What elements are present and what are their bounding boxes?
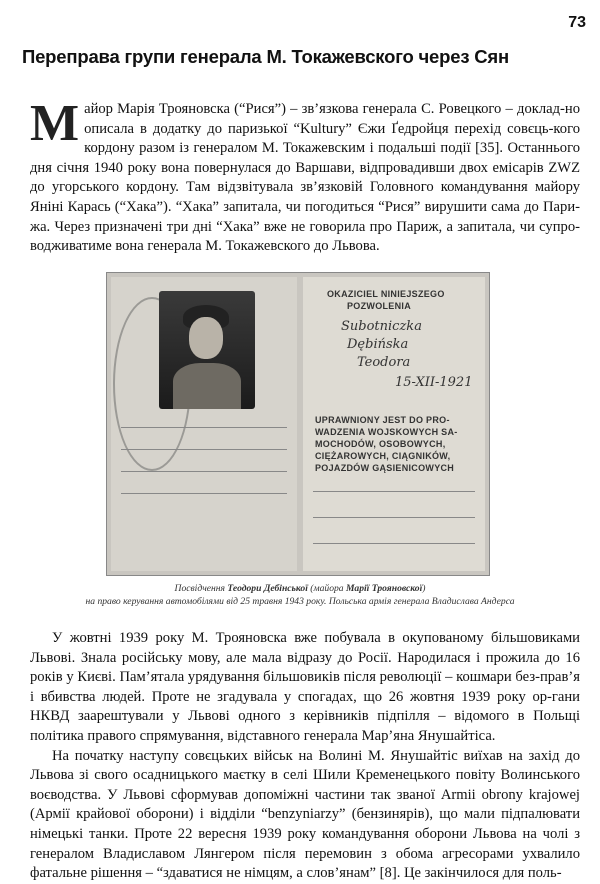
caption-text: Посвідчення: [174, 583, 228, 594]
chapter-title: Переправа групи генерала М. Токажевского через Сян: [22, 46, 509, 67]
line: [313, 491, 475, 492]
document-text: UPRAWNIONY JEST DO PRO-: [315, 415, 450, 425]
document-left-page: [111, 277, 297, 571]
body-paragraph-1: У жовтні 1939 року М. Трояновска вже побувала в окупованому більшовиками Львові. Знала російську мову, але мала відразу до Росії. Народилася і прожила до 16 років у Києві. Пам’ятала урядування більшовиків після революції – кошмари без-прав’я і вбивства людей. Проте не згадувала у спогадах, що 26 жовтня 1939 року ор-гани НКВД заарештували у Львові одного з керівників підпілля – відомого в Польщі політика правого спрямування, відставного генерала Мар’яна Янушайтіса.: [30, 630, 580, 744]
caption-name: Марії Трояновскої: [346, 583, 423, 594]
document-text: WADZENIA WOJSKOWYCH SA-: [315, 427, 458, 437]
caption-text: ): [422, 583, 426, 594]
caption-name: Теодори Дебінської: [227, 583, 308, 594]
caption-line-2: на право керування автомобілями від 25 травня 1943 року. Польська армія генерала Владислава Андерса: [85, 596, 515, 607]
id-document-photo: [106, 272, 490, 576]
document-heading: OKAZICIEL NINIEJSZEGO: [327, 289, 445, 299]
line: [121, 427, 287, 428]
document-right-page: [303, 277, 485, 571]
document-heading: POZWOLENIA: [347, 301, 411, 311]
handwriting: Teodora: [357, 355, 411, 370]
line: [121, 493, 287, 494]
page-number: 73: [568, 14, 586, 31]
portrait-photo: [159, 291, 255, 409]
line: [313, 517, 475, 518]
intro-text: айор Марія Трояновска (“Рися”) – зв’язкова генерала С. Ровецкого – доклад-но описала в додатку до паризької “Kultury” Єжи Ґедройця перехід совєць-кого кордону разом із генералом М. Токажевским і подальші події [35]. Останнього дня січня 1940 року вона повернулася до Варшави, відпровадивши двох емісарів ZWZ до угорського кордону. Там вiдзвiтувала зв’язковій Головного командування майору Яніні Карась (“Хака”). “Хака” запитала, чи погодиться “Рися” вирушити сама до Пари-жа. Через призначені три дні “Хака” вже не говорила про Париж, а запитала, чи супро-водживатиме вона генерала М. Токажевского до Львова.: [30, 101, 580, 255]
photo-caption: [20, 582, 580, 608]
document-text: POJAZDÓW GĄSIENICOWYCH: [315, 463, 455, 473]
document-text: MOCHODÓW, OSOBOWYCH,: [315, 439, 446, 449]
caption-text: (майора: [307, 583, 346, 594]
handwriting: 15-XII-1921: [395, 375, 473, 390]
handwriting: Subotniczka: [341, 319, 422, 334]
body-text: [30, 629, 580, 884]
line: [121, 449, 287, 450]
line: [313, 543, 475, 544]
document-text: CIĘŻAROWYCH, CIĄGNIKÓW,: [315, 451, 451, 461]
body-paragraph-2: На початку наступу совєцьких військ на Волині М. Янушайтіс виїхав на захід до Львова зі свого осадницького маєтку в селі Шили Кременецького повіту Волинського воєводства. У Львові сформував допоміжні частини так званої Armii obrony krajowej (Армії крайової оборони) і відділи “benzyniarzy” (бензинярів), що мали підпалювати німецькі танки. Проте 22 вересня 1939 року командування оборони Львова на чолі з генералом Владиславом Лянгером після перемовин з обома агресорами ухвалило фатальне рішення – “здаватися не німцям, а слов’янам” [8]. Це закінчилося для поль-: [30, 747, 580, 882]
portrait-face: [189, 317, 223, 359]
handwriting: Dębińska: [347, 337, 409, 352]
intro-paragraph: [30, 95, 580, 257]
portrait-shoulders: [173, 363, 241, 409]
line: [121, 471, 287, 472]
drop-cap: М: [30, 95, 80, 152]
